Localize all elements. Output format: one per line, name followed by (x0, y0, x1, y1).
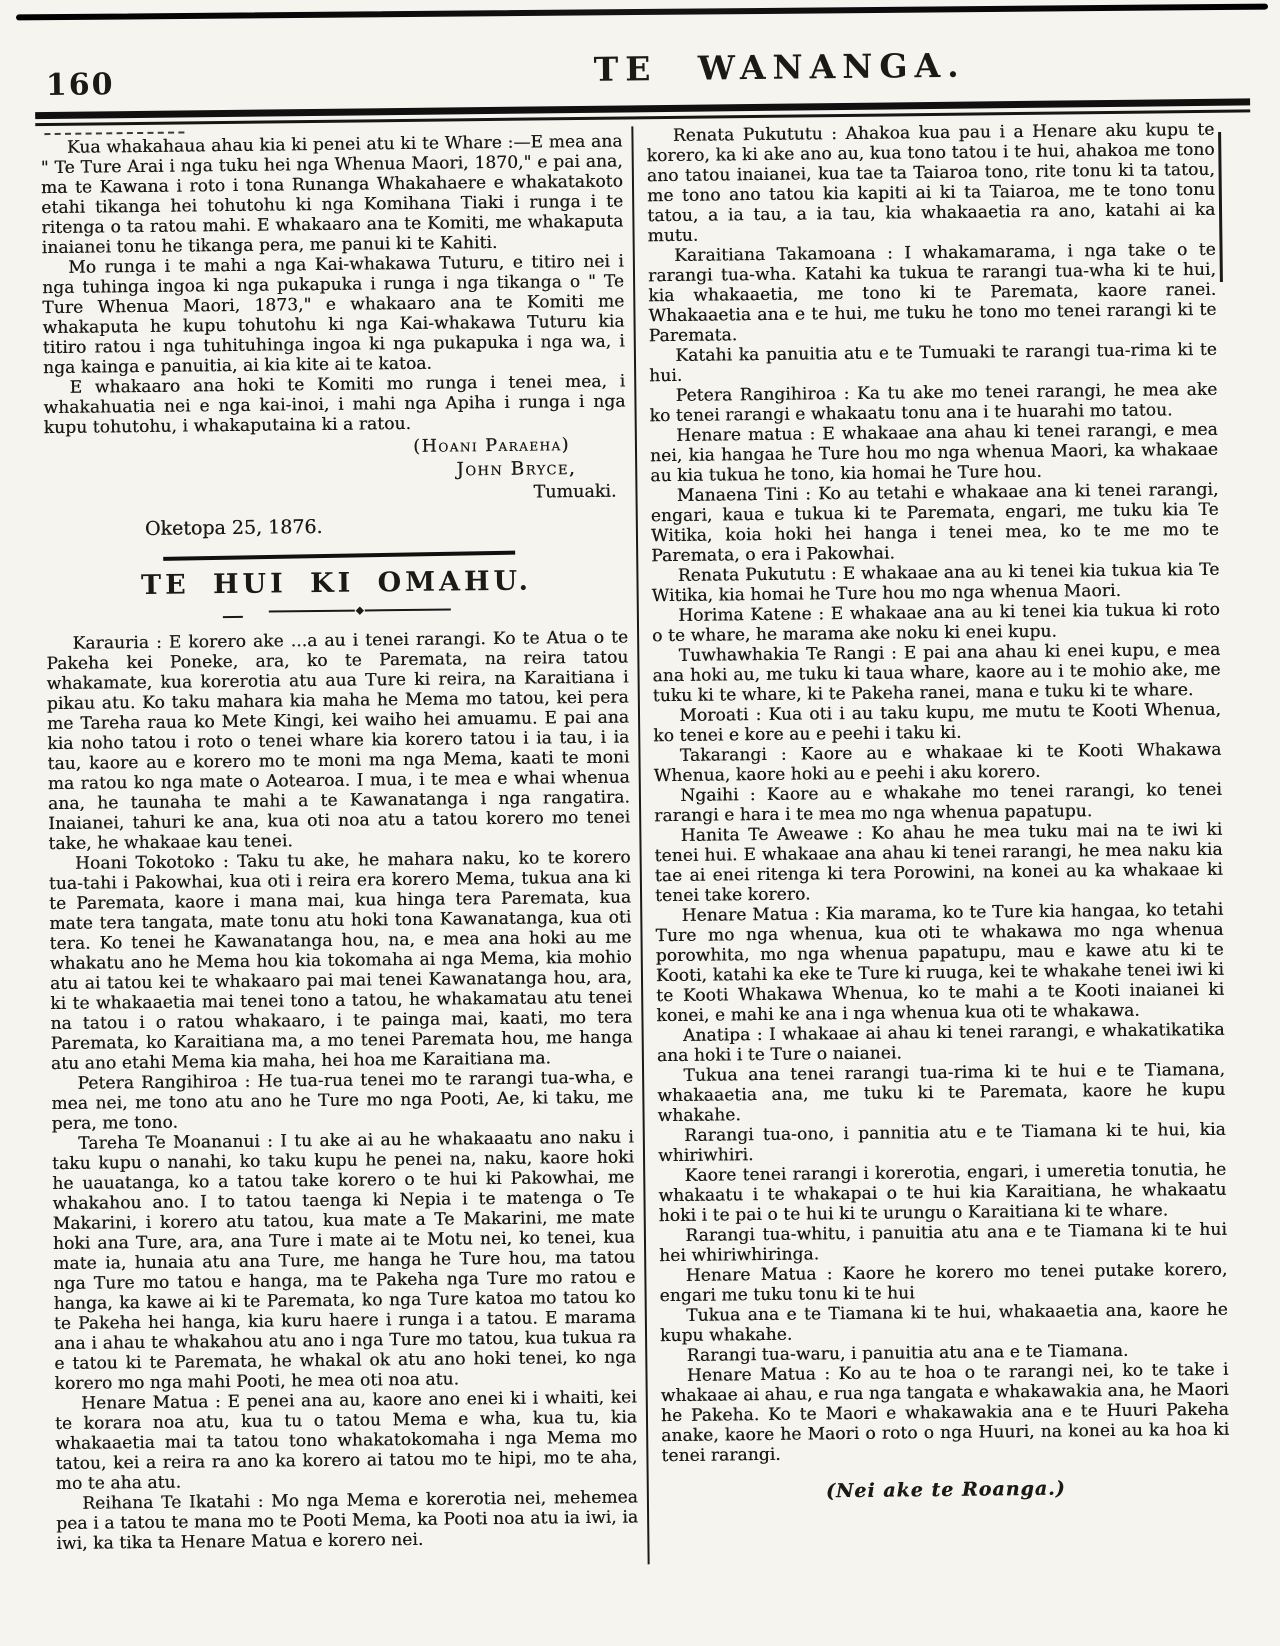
paragraph: Kua whakahaua ahau kia ki penei atu ki te Whare :—E mea ana " Te Ture Arai i nga tuku hei nga Whenua Maori, 1870," e pai ana, ma te Kawana i roto i tona Runanga Whakahaere e whakatakoto etahi tikanga hei tohutohu ki nga Komihana Tiaki i runga i te ritenga o ta ratou mahi. E whakaaro ana te Komiti, me whakaputa inaianei tonu he tikanga pera, me panui ki te Kahiti. (40, 131, 624, 259)
paragraph: E whakaaro ana hoki te Komiti mo runga i tenei mea, i whakahuatia nei e nga kai-inoi, i mahi nga Apiha i runga i nga kupu tohutohu, i whakaputaina ki a ratou. (43, 371, 626, 439)
speech-paragraph: Karauria : E korero ake ...a au i tenei rarangi. Ko te Atua o te Pakeha kei Poneke, ara, ko te Paremata, na reira tatou whakamate, kua korerotia atu aua Ture ki reira, na Karaitiana i pikau atu. Ko taku mahara kia maha he Mema mo tatou, kei pera me Tareha raua ko Mete Kingi, kei waiho hei amuamu. E pai ana kia noho tatou i roto o tenei whare kia korero tatou i ia tau, i ia tau, kaore au e korero mo te moni ma nga Mema, kaati te moni ma ratou ko nga mate o Aotearoa. I mua, i te mea e whai whenua ana, he taunaha te mahi a te Kawanatanga i nga rangatira. Inaianei, tahuri ke ana, kua oti noa atu a tatou korero mo tenei take, he whakaae kau tenei. (46, 627, 631, 854)
speech-paragraph: Takarangi : Kaore au e whakaae ki te Kooti Whakawa Whenua, kaore hoki au e peehi i aku korero. (653, 739, 1222, 787)
speech-paragraph: Renata Pukututu : E whakaae ana au ki tenei kia tukua kia Te Witika, kia homai he Ture hou mo nga whenua Maori. (651, 559, 1220, 607)
speech-paragraph: Kaore tenei rarangi i korerotia, engari, i umeretia tonutia, he whakaatu i te whakapai o te hui kia Karaitiana, he whakaatu hoki i te pai o te hui ki te urungu o Karaitiana ki te whare. (658, 1159, 1227, 1227)
speech-paragraph: Rarangi tua-ono, i pannitia atu e te Tiamana ki te hui, kia whiriwhiri. (657, 1119, 1226, 1167)
signature-block (44, 433, 627, 509)
speech-paragraph: Horima Katene : E whakaae ana au ki tenei kia tukua ki roto o te whare, he marama ake noku ki enei kupu. (652, 599, 1220, 647)
speech-paragraph: Tuwhawhakia Te Rangi : E pai ana ahau ki enei kupu, e mea ana hoki au, me tuku ki taua whare, kaore au i te mohio ake, me tuku ki te whare, ki te Pakeha ranei, mana e tuku ki te whare. (652, 639, 1221, 707)
heading-ornament (46, 597, 628, 624)
speech-paragraph: Manaena Tini : Ko au tetahi e whakaae ana ki tenei rarangi, engari, kaua e tukua ki te Paremata, engari, me tuku kia Te Witika, koia hoki hei hanga i tenei mea, ko te me mo te Paremata, o era i Pakowhai. (650, 479, 1220, 567)
speeches-right (646, 120, 1229, 1466)
speech-paragraph: Henare Matua : Kia marama, ko te Ture kia hangaa, ko tetahi Ture mo nga whenua, kua oti te whakawa mo nga whenua porowhita, mo nga whenua papatupu, mau e kawe atu ki te Kooti, katahi ka eke te Ture ki ruuga, kei te whakahe tenei iwi ki te Kooti Whakawa Whenua, ko te mahi a te Kooti inaianei ki konei, e mahi ke ana i nga whenua kua oti te whakawa. (655, 899, 1225, 1027)
ornament-dash (223, 615, 243, 617)
signatory-name: (Hoani Paraeha) (413, 435, 571, 457)
dashed-line-artifact (44, 131, 184, 135)
paragraph: Mo runga i te mahi a nga Kai-whakawa Tuturu, e titiro nei i nga tuhinga ingoa ki nga pukapuka i runga i nga tikanga o " Te Ture Whenua Maori, 1873," e whakaaro ana te Komiti me whakaputa he kupu tohutohu ki nga Kai-whakawa Tuturu kia titiro ratou i nga tuhituhinga ingoa ki nga pukapuka i nga wa, i nga kainga e panuitia, ai kia kite ai te katoa. (42, 251, 625, 379)
speech-paragraph: Henare Matua : Ko au te hoa o te rarangi nei, ko te take i whakaae ai ahau, e rua nga tangata e whakawakia ana, he Maori he Pakeha. Ko te Maori e whakawakia ana e te Huuri Pakeha anake, kaore he Maori o roto o nga Huuri, na konei au ka hoa ki tenei rarangi. (660, 1359, 1230, 1467)
speech-paragraph: Petera Rangihiroa : Ka tu ake mo tenei rarangi, he mea ake ko tenei rarangi e whakaatu tonu ana i te huarahi mo tatou. (649, 379, 1218, 427)
speech-paragraph: Rarangi tua-whitu, i panuitia atu ana e te Tiamana ki te hui hei whiriwhiringa. (659, 1219, 1228, 1267)
speech-paragraph: Moroati : Kua oti i au taku kupu, me mutu te Kooti Whenua, ko tenei e kore au e peehi i taku ki. (653, 699, 1222, 747)
diamond-icon: ◆ (355, 603, 365, 617)
page-header (0, 0, 1280, 113)
speech-paragraph: Henare Matua : E penei ana au, kaore ano enei ki i whaiti, kei te korara noa atu, kua tu o tatou Mema e wha, kua tu, kia whakaaetia mai ta tatou tono whakatokomaha i nga Mema mo tatou, kei a reira ra ano ka korero ai tatou mo te hipi, mo te aha, mo te aha atu. (54, 1386, 638, 1494)
speech-paragraph: Katahi ka panuitia atu e te Tumuaki te rarangi tua-rima ki te hui. (649, 339, 1218, 387)
speech-paragraph: Reihana Te Ikatahi : Mo nga Mema e korerotia nei, mehemea pea i a tatou te mana mo te Pooti Mema, ka Pooti noa atu ia iwi, ia iwi, ka tika ta Henare Matua e korero nei. (56, 1486, 639, 1554)
signatory-title: Tumuaki. (533, 481, 617, 503)
speech-paragraph: Tareha Te Moananui : I tu ake ai au he whakaaatu ano naku i taku kupu o nanahi, ko taku kupu he penei na, naku, kaore hoki he uauatanga, ko a tatou take korero o te hui ki Pakowhai, me whakahou ano. I to tatou taenga ki Nepia i te matenga o Te Makarini, i korero atu tatou, kua mate a Te Makarini, me mate hoki ana Ture, ara, ana Ture i mate ai te Motu nei, ko tenei, kua mate ia, hunaia atu ana Ture, me hanga he Ture hou, ma tatou nga Ture mo tatou e hanga, ma te Pakeha nga Ture mo ratou e hanga, ka kawe ai ki te Paremata, ko nga Ture katoa mo tatou ko te Pakeha hei hanga, kia kuru haere i runga i a tatou. E marama ana i ahau te whakahou atu ano i nga Ture mo tatou, kua tukua ra e tatou ki te Paremata, he whakal ok atu ano hoki tenei, ko nga korero mo nga mahi Pooti, he mea oti noa atu. (51, 1126, 637, 1394)
speech-paragraph: Tukua ana tenei rarangi tua-rima ki te hui e te Tiamana, whakaaetia ana, me tuku ki te Paremata, kaore he kupu whakahe. (657, 1059, 1226, 1127)
speech-paragraph: Henare matua : E whakaae ana ahau ki tenei rarangi, e mea nei, kia hangaa he Ture hou mo nga whenua Maori, ka whakaae au kia tukua he tono, kia homai he Ture hou. (649, 419, 1219, 487)
left-column (40, 127, 638, 1572)
section-divider-rule (163, 550, 515, 560)
speech-paragraph: Petera Rangihiroa : He tua-rua tenei mo te rarangi tua-wha, e mea nei, me tono atu ano he Ture mo nga Pooti, Ae, ki taku, me pera, me tono. (51, 1066, 634, 1134)
section-heading: TE HUI KI OMAHU. (140, 565, 533, 601)
speech-paragraph: Tukua ana e te Tiamana ki te hui, whakaaetia ana, kaore he kupu whakahe. (659, 1299, 1228, 1347)
masthead-title: TE WANANGA. (593, 45, 966, 89)
committee-report (40, 132, 625, 439)
closing-line: (Nei ake te Roanga.) (825, 1477, 1066, 1503)
speech-paragraph: Karaitiana Takamoana : I whakamarama, i nga take o te rarangi tua-wha. Katahi ka tukua te rarangi tua-wha ki te hui, kia whakaaetia, me tono ki te Paremata, kaore ranei. Whakaaetia ana e te hui, me tuku he tono mo tenei rarangi ki te Paremata. (647, 239, 1217, 347)
speech-paragraph: Henare Matua : Kaore he korero mo tenei putake korero, engari me tuku tonu ki te hui (659, 1259, 1228, 1307)
ornament-line (365, 608, 451, 611)
speech-paragraph: Hoani Tokotoko : Taku tu ake, he mahara naku, ko te korero tua-tahi i Pakowhai, kua oti i reira era korero Mema, tukua ana ki te Paremata, kaore i mana mai, kua hinga tera Paremata, kua mate tera tangata, mate tonu atu hoki tona Kawanatanga, kua oti tera. Ko tenei he Kawanatanga hou, na, e mea ana hoki au me whakatu ano he Mema hou kia tokomaha ai nga Mema, kia mohio atu ai tatou kei te whakaaro pai mai tenei Kawanatanga hou, ara, ki te whakaaetia mai tenei tono a tatou, he whakamatau atu tenei na tatou i o ratou whakaaro, i te painga mai, kaati, mo tera Paremata, ko Karaitiana ma, a mo tenei Paremata hou, me hanga atu ano etahi Mema kia maha, hei hoa me Karaitiana ma. (48, 847, 633, 1074)
page-number: 160 (45, 67, 115, 104)
speech-paragraph: Ngaihi : Kaore au e whakahe mo tenei rarangi, ko tenei rarangi e hara i te mea mo nga whenua papatupu. (654, 779, 1223, 827)
speeches-left (46, 627, 638, 1554)
columns (0, 119, 1280, 1571)
right-column (646, 120, 1230, 1564)
speech-paragraph: Rarangi tua-waru, i panuitia atu ana e te Tiamana. (686, 1340, 1129, 1366)
speech-paragraph: Renata Pukututu : Ahakoa kua pau i a Henare aku kupu te korero, ka ki ake ano au, kua tono tatou i te hui, ahakoa me tono ano tatou inaianei, kua tae ta Taiaroa tono, rite tonu ki ta tatou, me tono ano tatou kia kapiti ai ki ta Taiaroa, me te tono tonu tatou, a ia tau, a ia tau, kia whakaaetia ra ano, katahi ai ka mutu. (646, 119, 1216, 247)
ornament-line (269, 609, 355, 612)
speech-paragraph: Anatipa : I whakaae ai ahau ki tenei rarangi, e whakatikatika ana hoki i te Ture o naianei. (656, 1019, 1225, 1067)
signatory-name-english: John Bryce, (456, 457, 577, 481)
dateline: Oketopa 25, 1876. (144, 515, 323, 540)
speech-paragraph: Hanita Te Aweawe : Ko ahau he mea tuku mai na te iwi ki tenei hui. E whakaae ana ahau ki tenei rarangi, he mea naku kia tae ai enei ritenga ki tera Porowini, na konei au ka whakaae ki tenei take korero. (654, 819, 1223, 907)
